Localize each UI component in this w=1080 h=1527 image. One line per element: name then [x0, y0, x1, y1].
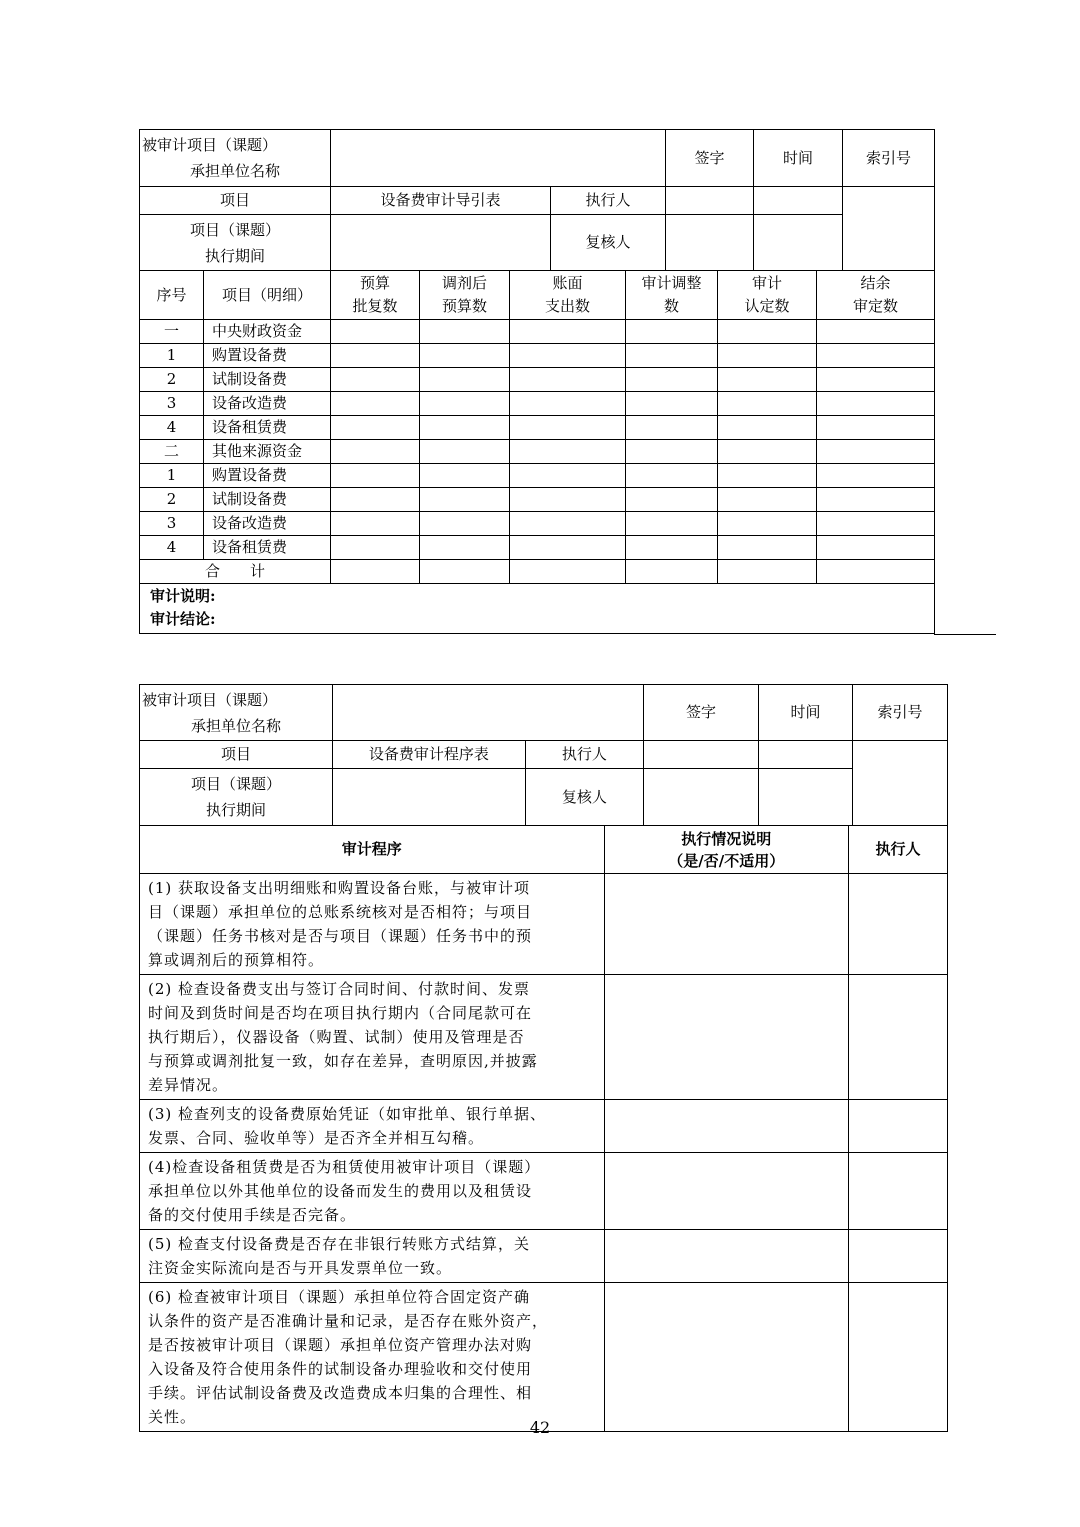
value-cell [510, 392, 626, 416]
reviewer-label: 复核人 [525, 769, 643, 826]
value-cell [718, 416, 817, 440]
procedure-header-row [140, 826, 948, 874]
table-row [140, 368, 935, 392]
table-row [140, 464, 935, 488]
value-cell [331, 440, 420, 464]
row-item: 购置设备费 [204, 344, 331, 368]
audit-explanation-label: 审计说明: [150, 587, 216, 605]
value-cell [626, 512, 718, 536]
col-header-budget: 预算 批复数 [331, 271, 420, 320]
value-cell [331, 464, 420, 488]
period-label: 项目（课题） 执行期间 [140, 215, 331, 271]
audit-conclusion-label: 审计结论: [150, 610, 216, 628]
value-cell [718, 464, 817, 488]
value-cell [817, 368, 935, 392]
value-cell [718, 344, 817, 368]
value-cell [626, 320, 718, 344]
value-cell [817, 320, 935, 344]
reviewer-time-cell [754, 215, 843, 271]
value-cell [817, 392, 935, 416]
procedure-text: (3) 检查列支的设备费原始凭证（如审批单、银行单据、 发票、合同、验收单等）是否齐全并相互勾稽。 [140, 1100, 605, 1153]
value-cell [626, 440, 718, 464]
value-cell [510, 416, 626, 440]
col-header-adjusted: 调剂后 预算数 [420, 271, 510, 320]
value-cell [718, 512, 817, 536]
procedure-text: (1) 获取设备支出明细账和购置设备台账，与被审计项 目（课题）承担单位的总账系统核对是否相符；与项目 （课题）任务书核对是否与项目（课题）任务书中的预 算或调剂后的预算相符。 [140, 874, 605, 975]
value-cell [626, 392, 718, 416]
col-header-confirmed: 审计 认定数 [718, 271, 817, 320]
value-cell [626, 344, 718, 368]
value-cell [510, 368, 626, 392]
row-item: 试制设备费 [204, 368, 331, 392]
executor-header: 执行人 [848, 826, 947, 874]
procedure-text: (4)检查设备租赁费是否为租赁使用被审计项目（课题） 承担单位以外其他单位的设备而发生的费用以及租赁设 备的交付使用手续是否完备。 [140, 1153, 605, 1230]
value-cell [817, 440, 935, 464]
row-number: 2 [140, 368, 204, 392]
sign-header: 签字 [643, 685, 758, 741]
table-row [140, 536, 935, 560]
row-number: 3 [140, 392, 204, 416]
item-label: 项目 [140, 741, 333, 769]
row-number: 2 [140, 488, 204, 512]
row-number: 4 [140, 536, 204, 560]
executor-time-cell [759, 741, 853, 769]
procedure-row [140, 874, 948, 975]
index-value-cell [843, 187, 935, 271]
executor-cell [848, 1283, 947, 1432]
value-cell [331, 344, 420, 368]
time-header: 时间 [759, 685, 853, 741]
executor-cell [848, 874, 947, 975]
row-item: 试制设备费 [204, 488, 331, 512]
table-row [140, 512, 935, 536]
row-number: 4 [140, 416, 204, 440]
reviewer-time-cell [759, 769, 853, 826]
value-cell [420, 320, 510, 344]
index-header: 索引号 [853, 685, 948, 741]
value-cell [718, 536, 817, 560]
row-number: 一 [140, 320, 204, 344]
value-cell [626, 368, 718, 392]
procedure-row [140, 975, 948, 1100]
value-cell [626, 464, 718, 488]
row-number: 二 [140, 440, 204, 464]
row-item: 其他来源资金 [204, 440, 331, 464]
status-cell [604, 1100, 848, 1153]
table-row [140, 320, 935, 344]
col-header-item: 项目（明细） [204, 271, 331, 320]
table-extension-rule [934, 634, 996, 635]
value-cell [718, 320, 817, 344]
value-cell [420, 392, 510, 416]
row-item: 设备租赁费 [204, 416, 331, 440]
table-row [140, 488, 935, 512]
value-cell [331, 488, 420, 512]
procedure-text: (2) 检查设备费支出与签订合同时间、付款时间、发票 时间及到货时间是否均在项目执行期内（合同尾款可在 执行期后），仪器设备（购置、试制）使用及管理是否 与预算或调剂批复一致，如存在差异，查明原因,并披露 差异情况。 [140, 975, 605, 1100]
executor-label: 执行人 [525, 741, 643, 769]
row-number: 1 [140, 464, 204, 488]
status-cell [604, 975, 848, 1100]
period-label: 项目（课题） 执行期间 [140, 769, 333, 826]
table-row [140, 440, 935, 464]
table-name: 设备费审计导引表 [331, 187, 551, 215]
equipment-audit-guide-table [139, 129, 935, 634]
executor-cell [848, 975, 947, 1100]
col-header-book: 账面 支出数 [510, 271, 626, 320]
value-cell [331, 536, 420, 560]
row-item: 设备租赁费 [204, 536, 331, 560]
value-cell [718, 440, 817, 464]
audit-notes [140, 584, 935, 634]
value-cell [420, 536, 510, 560]
value-cell [331, 368, 420, 392]
procedure-row [140, 1283, 948, 1432]
value-cell [510, 488, 626, 512]
procedure-row [140, 1100, 948, 1153]
value-cell [718, 392, 817, 416]
value-cell [510, 536, 626, 560]
value-cell [331, 320, 420, 344]
procedure-header: 审计程序 [140, 826, 605, 874]
value-cell [510, 320, 626, 344]
total-row [140, 560, 935, 584]
value-cell [331, 416, 420, 440]
value-cell [420, 440, 510, 464]
executor-cell [848, 1153, 947, 1230]
equipment-audit-procedure-grid [139, 684, 948, 1432]
procedure-row [140, 1153, 948, 1230]
time-header: 时间 [754, 130, 843, 187]
index-header: 索引号 [843, 130, 935, 187]
col-header-balance: 结余 审定数 [817, 271, 935, 320]
index-value-cell [853, 741, 948, 826]
table-row [140, 416, 935, 440]
procedure-text: (5) 检查支付设备费是否存在非银行转账方式结算，关 注资金实际流向是否与开具发票单位一致。 [140, 1230, 605, 1283]
reviewer-sign-cell [666, 215, 754, 271]
row-item: 中央财政资金 [204, 320, 331, 344]
procedure-row [140, 1230, 948, 1283]
value-cell [331, 512, 420, 536]
project-unit-value [332, 685, 643, 741]
value-cell [420, 464, 510, 488]
col-header-adjustment: 审计调整 数 [626, 271, 718, 320]
item-label: 项目 [140, 187, 331, 215]
executor-cell [848, 1100, 947, 1153]
value-cell [420, 344, 510, 368]
col-header-no: 序号 [140, 271, 204, 320]
value-cell [510, 512, 626, 536]
executor-label: 执行人 [551, 187, 666, 215]
value-cell [510, 440, 626, 464]
value-cell [626, 488, 718, 512]
value-cell [420, 416, 510, 440]
project-unit-value [331, 130, 666, 187]
status-cell [604, 1153, 848, 1230]
executor-time-cell [754, 187, 843, 215]
value-cell [510, 344, 626, 368]
value-cell [817, 464, 935, 488]
reviewer-label: 复核人 [551, 215, 666, 271]
procedure-text: (6) 检查被审计项目（课题）承担单位符合固定资产确 认条件的资产是否准确计量和记录，是否存在账外资产， 是否按被审计项目（课题）承担单位资产管理办法对购 入设备及符合使用条件的试制设备办理验收和交付使用 手续。评估试制设备费及改造费成本归集的合理性、相 关性。 [140, 1283, 605, 1432]
row-number: 3 [140, 512, 204, 536]
row-item: 设备改造费 [204, 512, 331, 536]
status-cell [604, 1283, 848, 1432]
value-cell [420, 512, 510, 536]
page-number: 42 [529, 1418, 551, 1437]
value-cell [626, 536, 718, 560]
value-cell [420, 488, 510, 512]
value-cell [817, 416, 935, 440]
executor-cell [848, 1230, 947, 1283]
status-header: 执行情况说明 （是/否/不适用） [604, 826, 848, 874]
period-value [331, 215, 551, 271]
column-header-row [140, 271, 935, 320]
row-number: 1 [140, 344, 204, 368]
project-unit-label: 被审计项目（课题） 承担单位名称 [140, 685, 333, 741]
status-cell [604, 1230, 848, 1283]
status-cell [604, 874, 848, 975]
value-cell [817, 512, 935, 536]
total-label: 合 计 [140, 560, 331, 584]
value-cell [420, 368, 510, 392]
sign-header: 签字 [666, 130, 754, 187]
executor-sign-cell [666, 187, 754, 215]
value-cell [718, 368, 817, 392]
period-value [332, 769, 525, 826]
table-row [140, 344, 935, 368]
value-cell [331, 392, 420, 416]
reviewer-sign-cell [643, 769, 758, 826]
row-item: 购置设备费 [204, 464, 331, 488]
value-cell [510, 464, 626, 488]
table-name: 设备费审计程序表 [332, 741, 525, 769]
executor-sign-cell [643, 741, 758, 769]
value-cell [718, 488, 817, 512]
project-unit-label: 被审计项目（课题） 承担单位名称 [140, 130, 331, 187]
value-cell [817, 536, 935, 560]
row-item: 设备改造费 [204, 392, 331, 416]
value-cell [817, 344, 935, 368]
value-cell [626, 416, 718, 440]
table-row [140, 392, 935, 416]
value-cell [817, 488, 935, 512]
